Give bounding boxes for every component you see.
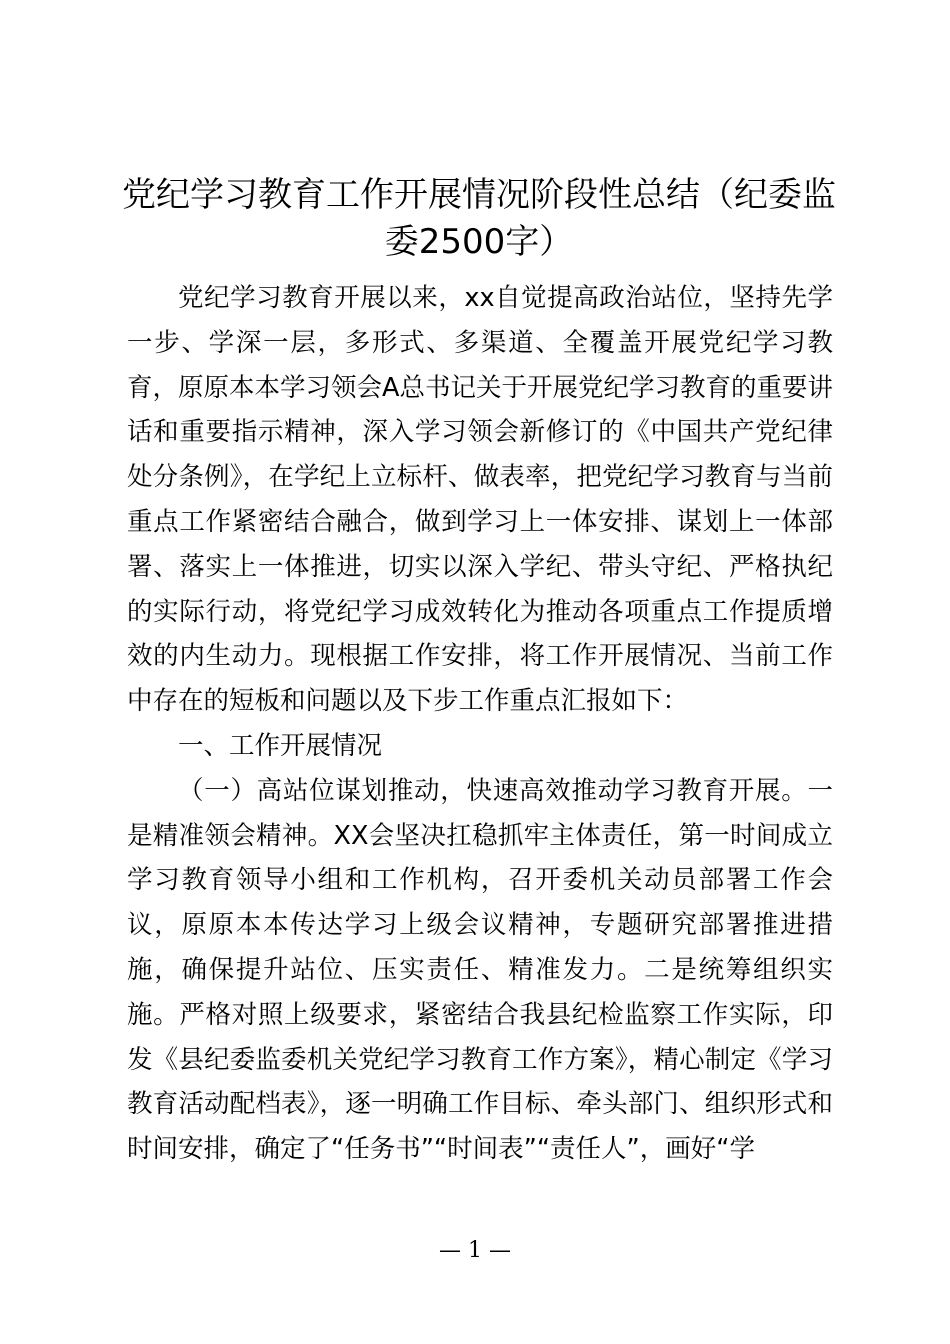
document-title: 党纪学习教育工作开展情况阶段性总结（纪委监委2500字） — [122, 175, 836, 262]
intro-paragraph: 党纪学习教育开展以来，xx自觉提高政治站位，坚持先学一步、学深一层，多形式、多渠道、全覆盖开展党纪学习教育，原原本本学习领会A总书记关于开展党纪学习教育的重要讲话和重要指示精神，深入学习领会新修订的《中国共产党纪律处分条例》，在学纪上立标杆、做表率，把党纪学习教育与当前重点工作紧密结合融合，做到学习上一体安排、谋划上一体部署、落实上一体推进，切实以深入学纪、带头守纪、严格执纪的实际行动，将党纪学习成效转化为推动各项重点工作提质增效的内生动力。现根据工作安排，将工作开展情况、当前工作中存在的短板和问题以及下步工作重点汇报如下： — [127, 283, 833, 717]
document-body — [127, 276, 833, 1172]
page-number: — 1 — — [439, 1238, 511, 1263]
section-heading: 一、工作开展情况 — [178, 730, 383, 761]
subsection-paragraph: （一）高站位谋划推动，快速高效推动学习教育开展。一是精准领会精神。XX会坚决扛稳抓牢主体责任，第一时间成立学习教育领导小组和工作机构，召开委机关动员部署工作会议，原原本本传达学习上级会议精神，专题研究部署推进措施，确保提升站位、压实责任、精准发力。二是统筹组织实施。严格对照上级要求，紧密结合我县纪检监察工作实际，印发《县纪委监委机关党纪学习教育工作方案》，精心制定《学习教育活动配档表》，逐一明确工作目标、牵头部门、组织形式和时间安排，确定了“任务书”“时间表”“责任人”，画好“学 — [127, 775, 833, 1165]
